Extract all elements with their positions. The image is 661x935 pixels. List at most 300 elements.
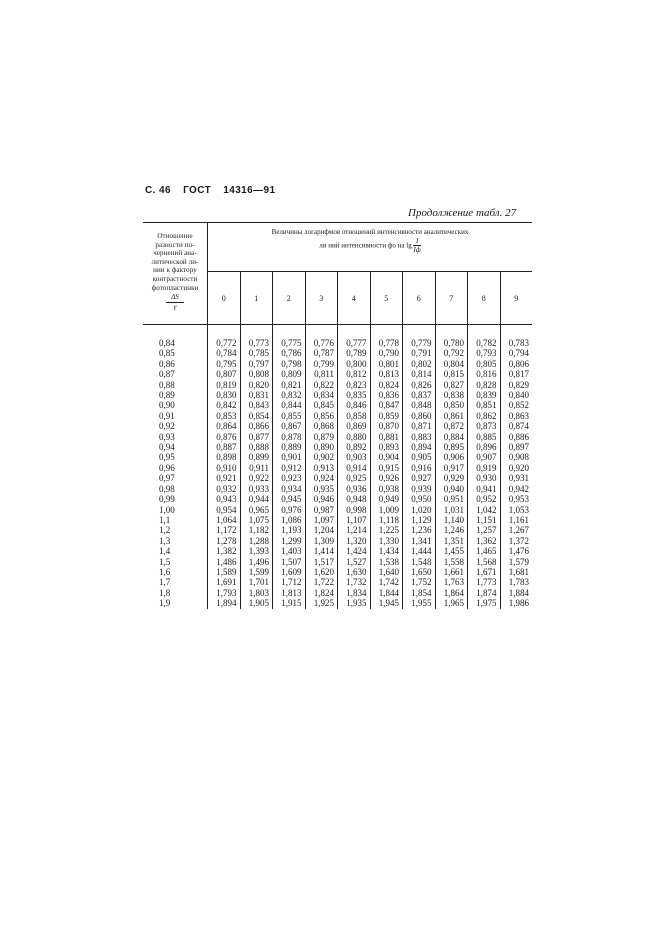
row-label: 0,95: [143, 452, 208, 462]
table-cell: 0,862: [468, 411, 501, 421]
table-cell: 0,908: [500, 452, 532, 462]
table-cell: 0,890: [305, 442, 338, 452]
table-cell: 0,927: [403, 473, 436, 483]
row-label: 1,9: [143, 598, 208, 608]
table-cell: 0,924: [305, 473, 338, 483]
table-cell: 0,896: [468, 442, 501, 452]
table-row: [143, 400, 532, 410]
table-row: [143, 536, 532, 546]
table-cell: 0,800: [338, 359, 371, 369]
table-cell: 0,874: [500, 421, 532, 431]
table-cell: 0,898: [208, 452, 241, 462]
table-cell: 0,933: [240, 484, 273, 494]
table-row: [143, 442, 532, 452]
table-cell: 0,775: [273, 338, 306, 348]
table-cell: 0,848: [403, 400, 436, 410]
table-cell: 0,831: [240, 390, 273, 400]
table-cell: 0,922: [240, 473, 273, 483]
table-cell: 1,299: [273, 536, 306, 546]
table-cell: 0,870: [370, 421, 403, 431]
table-cell: 0,926: [370, 473, 403, 483]
table-cell: 1,351: [435, 536, 468, 546]
row-label: 0,88: [143, 380, 208, 390]
table-cell: 0,842: [208, 400, 241, 410]
table-cell: 0,889: [273, 442, 306, 452]
table-cell: 1,884: [500, 588, 532, 598]
table-cell: 1,854: [403, 588, 436, 598]
table-cell: 0,950: [403, 494, 436, 504]
table-cell: 0,945: [273, 494, 306, 504]
table-row: [143, 432, 532, 442]
table-cell: 0,821: [273, 380, 306, 390]
table-cell: 0,826: [403, 380, 436, 390]
table-cell: 1,620: [305, 567, 338, 577]
table-cell: 0,812: [338, 369, 371, 379]
table-cell: 1,793: [208, 588, 241, 598]
table-cell: 0,829: [500, 380, 532, 390]
table-cell: 0,976: [273, 505, 306, 515]
column-header: 9: [500, 272, 532, 325]
table-cell: 1,945: [370, 598, 403, 608]
intensity-fraction: [413, 238, 420, 254]
table-row: [143, 577, 532, 587]
table-cell: 0,859: [370, 411, 403, 421]
table-cell: 0,780: [435, 338, 468, 348]
row-label: 0,86: [143, 359, 208, 369]
table-cell: 0,843: [240, 400, 273, 410]
table-cell: 0,773: [240, 338, 273, 348]
table-cell: 0,776: [305, 338, 338, 348]
table-row: [143, 567, 532, 577]
table-cell: 0,867: [273, 421, 306, 431]
table-cell: 0,779: [403, 338, 436, 348]
table-cell: 0,897: [500, 442, 532, 452]
table-cell: 0,772: [208, 338, 241, 348]
table-cell: 0,819: [208, 380, 241, 390]
table-cell: 0,949: [370, 494, 403, 504]
stub-fraction: [166, 293, 184, 311]
table-cell: 0,923: [273, 473, 306, 483]
table-cell: 0,940: [435, 484, 468, 494]
table-cell: 0,934: [273, 484, 306, 494]
table-cell: 1,424: [338, 546, 371, 556]
table-cell: 1,009: [370, 505, 403, 515]
stub-fraction-denominator: γ: [173, 302, 177, 311]
table-cell: 1,362: [468, 536, 501, 546]
table-cell: 1,589: [208, 567, 241, 577]
row-label: 0,98: [143, 484, 208, 494]
table-cell: 0,777: [338, 338, 371, 348]
row-label: 0,85: [143, 348, 208, 358]
table-cell: 1,053: [500, 505, 532, 515]
table-cell: 0,893: [370, 442, 403, 452]
table-cell: 1,465: [468, 546, 501, 556]
table-cell: 0,815: [435, 369, 468, 379]
table-cell: 0,953: [500, 494, 532, 504]
table-cell: 0,852: [500, 400, 532, 410]
table-cell: 1,414: [305, 546, 338, 556]
table-cell: 0,879: [305, 432, 338, 442]
row-label: 0,92: [143, 421, 208, 431]
table-cell: 0,901: [273, 452, 306, 462]
row-label: 1,4: [143, 546, 208, 556]
table-cell: 0,834: [305, 390, 338, 400]
row-label: 0,90: [143, 400, 208, 410]
table-row: [143, 463, 532, 473]
table-cell: 0,943: [208, 494, 241, 504]
table-cell: 1,640: [370, 567, 403, 577]
table-cell: 0,948: [338, 494, 371, 504]
table-cell: 0,878: [273, 432, 306, 442]
table-cell: 0,876: [208, 432, 241, 442]
table-cell: 0,851: [468, 400, 501, 410]
table-cell: 1,455: [435, 546, 468, 556]
table-cell: 1,193: [273, 525, 306, 535]
table-cell: 0,824: [370, 380, 403, 390]
table-cell: 0,921: [208, 473, 241, 483]
table-row: [143, 421, 532, 431]
column-header: 1: [240, 272, 273, 325]
table-cell: 1,630: [338, 567, 371, 577]
table-cell: 0,790: [370, 348, 403, 358]
table-cell: 0,795: [208, 359, 241, 369]
table-cell: 0,938: [370, 484, 403, 494]
table-cell: 1,075: [240, 515, 273, 525]
table-cell: 0,827: [435, 380, 468, 390]
table-cell: 1,783: [500, 577, 532, 587]
table-cell: 0,872: [435, 421, 468, 431]
table-cell: 1,107: [338, 515, 371, 525]
table-cell: 1,020: [403, 505, 436, 515]
table-cell: 0,911: [240, 463, 273, 473]
row-label: 0,91: [143, 411, 208, 421]
table-cell: 1,874: [468, 588, 501, 598]
table-cell: 1,246: [435, 525, 468, 535]
row-label: 1,1: [143, 515, 208, 525]
table-cell: 0,935: [305, 484, 338, 494]
table-cell: 0,793: [468, 348, 501, 358]
table-cell: 0,814: [403, 369, 436, 379]
table-cell: 0,854: [240, 411, 273, 421]
table-row: [143, 452, 532, 462]
row-label: 1,3: [143, 536, 208, 546]
table-cell: 1,773: [468, 577, 501, 587]
table-cell: 0,858: [338, 411, 371, 421]
table-cell: 1,864: [435, 588, 468, 598]
table-cell: 1,267: [500, 525, 532, 535]
table-cell: 1,803: [240, 588, 273, 598]
table-cell: 0,778: [370, 338, 403, 348]
table-row: [143, 598, 532, 608]
table-cell: 0,886: [500, 432, 532, 442]
table-row: [143, 515, 532, 525]
stub-header-line: Отношение: [157, 232, 193, 240]
table-cell: 1,671: [468, 567, 501, 577]
table-cell: 0,855: [273, 411, 306, 421]
table-cell: 0,786: [273, 348, 306, 358]
intensity-fraction-numerator: I: [413, 238, 420, 246]
table-cell: 1,151: [468, 515, 501, 525]
table-cell: 0,783: [500, 338, 532, 348]
row-label: 1,8: [143, 588, 208, 598]
table-cell: 0,925: [338, 473, 371, 483]
row-label: 0,93: [143, 432, 208, 442]
table-cell: 0,801: [370, 359, 403, 369]
table-cell: 1,403: [273, 546, 306, 556]
table-cell: 1,538: [370, 557, 403, 567]
table-cell: 0,802: [403, 359, 436, 369]
row-label: 1,2: [143, 525, 208, 535]
table-cell: 1,824: [305, 588, 338, 598]
table-cell: 1,763: [435, 577, 468, 587]
table-cell: 0,888: [240, 442, 273, 452]
stub-header-line: фотопластинки: [151, 283, 199, 292]
table-cell: 1,701: [240, 577, 273, 587]
table-cell: 0,813: [370, 369, 403, 379]
table-cell: 0,877: [240, 432, 273, 442]
table-cell: 0,931: [500, 473, 532, 483]
stub-fraction-numerator: ΔS: [166, 293, 184, 303]
table-cell: 0,832: [273, 390, 306, 400]
table-cell: 0,866: [240, 421, 273, 431]
table-cell: 1,496: [240, 557, 273, 567]
standard-number: 14316—91: [223, 185, 276, 196]
table-cell: 1,031: [435, 505, 468, 515]
table-continuation-caption: Продолжение табл. 27: [408, 207, 517, 219]
table-row: [143, 494, 532, 504]
table-cell: 1,330: [370, 536, 403, 546]
column-header: 3: [305, 272, 338, 325]
table-cell: 1,257: [468, 525, 501, 535]
spanning-header-line-2: [208, 238, 532, 254]
table-row: [143, 484, 532, 494]
table-body: [143, 325, 532, 609]
table-cell: 0,804: [435, 359, 468, 369]
table-cell: 1,579: [500, 557, 532, 567]
row-label: 0,97: [143, 473, 208, 483]
table-cell: 1,507: [273, 557, 306, 567]
table-cell: 0,863: [500, 411, 532, 421]
table-cell: 0,860: [403, 411, 436, 421]
table-cell: 1,064: [208, 515, 241, 525]
table-cell: 0,830: [208, 390, 241, 400]
table-cell: 0,785: [240, 348, 273, 358]
row-label: 0,94: [143, 442, 208, 452]
table-cell: 0,806: [500, 359, 532, 369]
table-cell: 0,905: [403, 452, 436, 462]
table-cell: 0,932: [208, 484, 241, 494]
table-cell: 0,794: [500, 348, 532, 358]
table-row: [143, 380, 532, 390]
table-cell: 1,097: [305, 515, 338, 525]
table-cell: 0,856: [305, 411, 338, 421]
table-cell: 1,661: [435, 567, 468, 577]
table-cell: 0,952: [468, 494, 501, 504]
table-cell: 0,846: [338, 400, 371, 410]
table-cell: 0,844: [273, 400, 306, 410]
table-cell: 0,965: [240, 505, 273, 515]
table-row: [143, 473, 532, 483]
table-cell: 1,434: [370, 546, 403, 556]
column-header: 8: [468, 272, 501, 325]
table-cell: 1,320: [338, 536, 371, 546]
table-cell: 0,913: [305, 463, 338, 473]
table-cell: 1,691: [208, 577, 241, 587]
table-cell: 0,820: [240, 380, 273, 390]
table-cell: 1,975: [468, 598, 501, 608]
table-cell: 1,372: [500, 536, 532, 546]
intensity-fraction-denominator: Iф: [413, 246, 421, 254]
table-cell: 0,805: [468, 359, 501, 369]
table-cell: 1,752: [403, 577, 436, 587]
table-cell: 0,987: [305, 505, 338, 515]
table-cell: 1,236: [403, 525, 436, 535]
table-cell: 0,799: [305, 359, 338, 369]
column-header: 4: [338, 272, 371, 325]
spanning-header: [208, 223, 533, 272]
table-cell: 1,382: [208, 546, 241, 556]
table-cell: 1,129: [403, 515, 436, 525]
table-cell: 0,942: [500, 484, 532, 494]
row-label: 0,99: [143, 494, 208, 504]
table-cell: 0,915: [370, 463, 403, 473]
table-cell: 0,850: [435, 400, 468, 410]
table-cell: 0,941: [468, 484, 501, 494]
table-cell: 0,895: [435, 442, 468, 452]
table-cell: 1,527: [338, 557, 371, 567]
table-row: [143, 411, 532, 421]
table-cell: 1,925: [305, 598, 338, 608]
table-cell: 1,204: [305, 525, 338, 535]
table-spacer-row: [143, 325, 532, 339]
table-cell: 1,118: [370, 515, 403, 525]
table-cell: 0,838: [435, 390, 468, 400]
table-cell: 1,712: [273, 577, 306, 587]
table-cell: 0,811: [305, 369, 338, 379]
table-cell: 0,807: [208, 369, 241, 379]
table-cell: 0,835: [338, 390, 371, 400]
table-cell: 1,986: [500, 598, 532, 608]
table-cell: 0,784: [208, 348, 241, 358]
table-cell: 1,548: [403, 557, 436, 567]
table-cell: 0,907: [468, 452, 501, 462]
table-cell: 0,792: [435, 348, 468, 358]
stub-header-line: разности по-: [155, 240, 195, 249]
table-cell: 1,834: [338, 588, 371, 598]
table-cell: 0,929: [435, 473, 468, 483]
table-cell: 1,341: [403, 536, 436, 546]
table-cell: 0,904: [370, 452, 403, 462]
table-cell: 1,722: [305, 577, 338, 587]
column-header: 2: [273, 272, 306, 325]
table-cell: 1,086: [273, 515, 306, 525]
table-cell: 1,955: [403, 598, 436, 608]
table-cell: 0,822: [305, 380, 338, 390]
table-cell: 0,887: [208, 442, 241, 452]
table-cell: 1,650: [403, 567, 436, 577]
table-row: [143, 369, 532, 379]
table-cell: 0,930: [468, 473, 501, 483]
table-cell: 0,920: [500, 463, 532, 473]
table-cell: 0,868: [305, 421, 338, 431]
table-cell: 1,182: [240, 525, 273, 535]
table-cell: 0,873: [468, 421, 501, 431]
table-cell: 1,844: [370, 588, 403, 598]
table-cell: 1,517: [305, 557, 338, 567]
table-cell: 0,916: [403, 463, 436, 473]
table-cell: 1,309: [305, 536, 338, 546]
table-cell: 0,954: [208, 505, 241, 515]
table-row: [143, 338, 532, 348]
table-cell: 1,732: [338, 577, 371, 587]
table-row: [143, 359, 532, 369]
table-cell: 0,892: [338, 442, 371, 452]
table-cell: 0,869: [338, 421, 371, 431]
table-cell: 0,861: [435, 411, 468, 421]
spanning-header-text: ли ний интенсивности фо на: [319, 241, 405, 250]
row-label: 1,6: [143, 567, 208, 577]
table-cell: 0,797: [240, 359, 273, 369]
log-ratio-table: [143, 222, 532, 609]
page-number: С. 46: [145, 185, 171, 196]
table-cell: 1,278: [208, 536, 241, 546]
table-row: [143, 505, 532, 515]
table-cell: 0,902: [305, 452, 338, 462]
table-cell: 0,936: [338, 484, 371, 494]
table-row: [143, 557, 532, 567]
table-cell: 1,965: [435, 598, 468, 608]
table-cell: 0,798: [273, 359, 306, 369]
table-cell: 0,944: [240, 494, 273, 504]
column-header: 6: [403, 272, 436, 325]
stub-header: [143, 223, 208, 325]
stub-header-line: литической ли-: [151, 257, 199, 266]
table-cell: 0,836: [370, 390, 403, 400]
table-cell: 0,885: [468, 432, 501, 442]
table-cell: 0,823: [338, 380, 371, 390]
table-cell: 0,903: [338, 452, 371, 462]
table-cell: 1,558: [435, 557, 468, 567]
table-cell: 0,839: [468, 390, 501, 400]
table-cell: 1,486: [208, 557, 241, 567]
table-cell: 0,864: [208, 421, 241, 431]
table-cell: 0,828: [468, 380, 501, 390]
table-row: [143, 588, 532, 598]
table-cell: 0,816: [468, 369, 501, 379]
table-cell: 0,910: [208, 463, 241, 473]
column-header: 7: [435, 272, 468, 325]
table-cell: 0,899: [240, 452, 273, 462]
table-cell: 1,161: [500, 515, 532, 525]
table-cell: 0,880: [338, 432, 371, 442]
table-cell: 0,840: [500, 390, 532, 400]
table-cell: 0,817: [500, 369, 532, 379]
table-cell: 1,599: [240, 567, 273, 577]
table-cell: 1,214: [338, 525, 371, 535]
table-row: [143, 390, 532, 400]
table-cell: 0,917: [435, 463, 468, 473]
table-cell: 1,935: [338, 598, 371, 608]
column-header: 0: [208, 272, 241, 325]
table-row: [143, 348, 532, 358]
table-cell: 1,393: [240, 546, 273, 556]
row-label: 1,00: [143, 505, 208, 515]
table-cell: 0,809: [273, 369, 306, 379]
stub-header-line: нии к фактору: [153, 266, 197, 275]
table-cell: 1,894: [208, 598, 241, 608]
table-cell: 1,905: [240, 598, 273, 608]
row-label: 1,7: [143, 577, 208, 587]
